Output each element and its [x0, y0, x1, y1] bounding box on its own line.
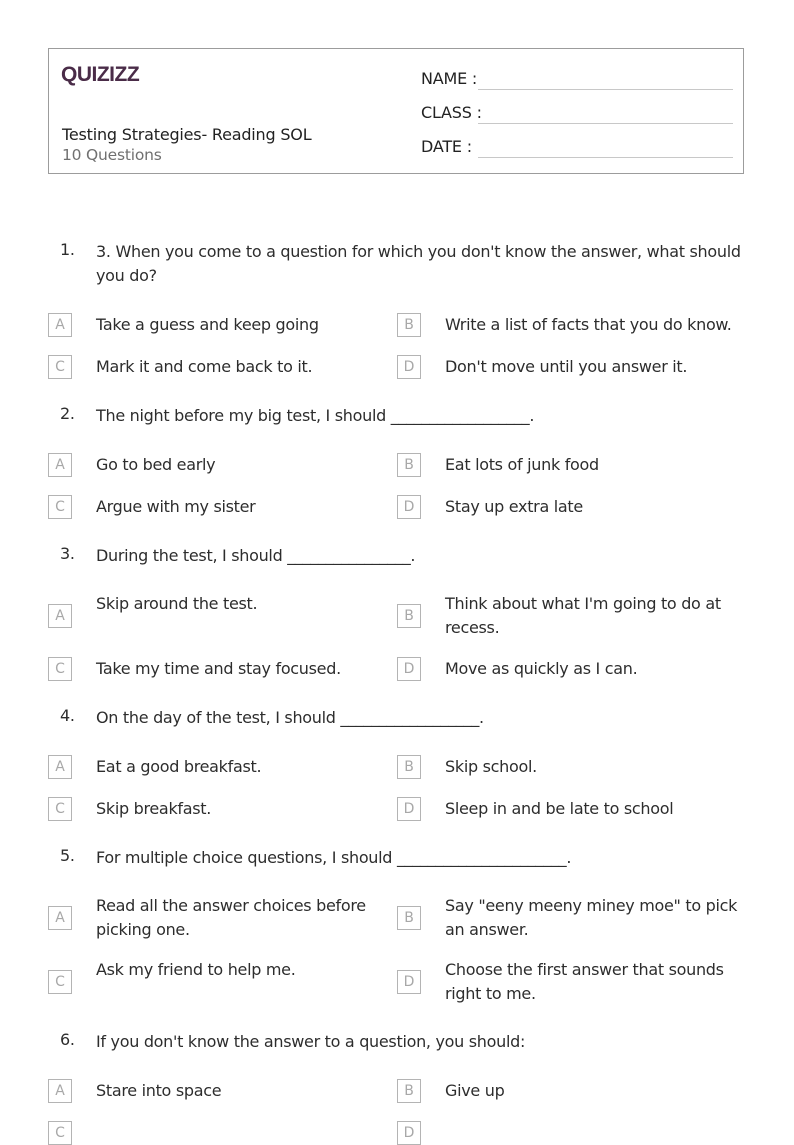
option-d-box[interactable]: D: [397, 657, 421, 681]
option-c-box[interactable]: C: [48, 970, 72, 994]
question-number: 6.: [60, 1030, 75, 1049]
logo-text: QUIZIZZ: [61, 63, 140, 86]
option-a-box[interactable]: A: [48, 755, 72, 779]
option-a-box[interactable]: A: [48, 453, 72, 477]
question-text: The night before my big test, I should __________________.: [96, 406, 535, 425]
question-number: 4.: [60, 706, 75, 725]
option-c-text: Argue with my sister: [96, 497, 256, 516]
question-number: 2.: [60, 404, 75, 423]
option-a-box[interactable]: A: [48, 1079, 72, 1103]
name-label: NAME :: [421, 69, 478, 88]
option-a-text: Go to bed early: [96, 455, 216, 474]
option-c-box[interactable]: C: [48, 355, 72, 379]
question-text: During the test, I should ________________.: [96, 546, 416, 565]
option-b-box[interactable]: B: [397, 906, 421, 930]
option-b-box[interactable]: B: [397, 313, 421, 337]
option-b-box[interactable]: B: [397, 453, 421, 477]
option-b-box[interactable]: B: [397, 604, 421, 628]
option-a-text: Stare into space: [96, 1081, 222, 1100]
option-d-text: Move as quickly as I can.: [445, 659, 638, 678]
question-number: 3.: [60, 544, 75, 563]
option-b-text: Say "eeny meeny miney moe" to pick an answer.: [445, 896, 738, 939]
question-count: 10 Questions: [62, 146, 162, 164]
option-d-text: Don't move until you answer it.: [445, 357, 688, 376]
worksheet-title: Testing Strategies- Reading SOL: [62, 125, 312, 144]
option-c-text: Skip breakfast.: [96, 799, 212, 818]
quizizz-logo: [61, 59, 151, 87]
option-a-text: Skip around the test.: [96, 594, 258, 613]
option-b-text: Give up: [445, 1081, 505, 1100]
option-d-box[interactable]: D: [397, 355, 421, 379]
class-line[interactable]: [478, 123, 733, 124]
option-b-text: Write a list of facts that you do know.: [445, 315, 732, 334]
question-text: For multiple choice questions, I should ______________________.: [96, 848, 572, 867]
option-a-box[interactable]: A: [48, 313, 72, 337]
option-c-box[interactable]: C: [48, 797, 72, 821]
date-label: DATE :: [421, 137, 472, 156]
option-d-box[interactable]: D: [397, 970, 421, 994]
question-text: On the day of the test, I should __________________.: [96, 708, 484, 727]
option-d-text: Choose the first answer that sounds right to me.: [445, 960, 724, 1003]
option-d-box[interactable]: D: [397, 797, 421, 821]
question-number: 5.: [60, 846, 75, 865]
option-c-text: Take my time and stay focused.: [96, 659, 341, 678]
option-c-text: Mark it and come back to it.: [96, 357, 313, 376]
option-a-box[interactable]: A: [48, 906, 72, 930]
option-b-text: Think about what I'm going to do at recess.: [445, 594, 721, 637]
option-a-text: Take a guess and keep going: [96, 315, 319, 334]
option-d-text: Sleep in and be late to school: [445, 799, 674, 818]
name-line[interactable]: [478, 89, 733, 90]
option-b-text: Eat lots of junk food: [445, 455, 599, 474]
date-line[interactable]: [478, 157, 733, 158]
option-b-box[interactable]: B: [397, 755, 421, 779]
option-c-text: Ask my friend to help me.: [96, 960, 296, 979]
class-label: CLASS :: [421, 103, 482, 122]
option-b-text: Skip school.: [445, 757, 537, 776]
option-c-box[interactable]: C: [48, 495, 72, 519]
question-number: 1.: [60, 240, 75, 259]
option-b-box[interactable]: B: [397, 1079, 421, 1103]
option-a-box[interactable]: A: [48, 604, 72, 628]
option-c-box[interactable]: C: [48, 1121, 72, 1145]
option-a-text: Read all the answer choices before picking one.: [96, 896, 366, 939]
question-text: 3. When you come to a question for which you don't know the answer, what should you do?: [96, 242, 741, 285]
option-d-text: Stay up extra late: [445, 497, 583, 516]
question-text: If you don't know the answer to a question, you should:: [96, 1032, 526, 1051]
option-c-box[interactable]: C: [48, 657, 72, 681]
option-a-text: Eat a good breakfast.: [96, 757, 262, 776]
option-d-box[interactable]: D: [397, 1121, 421, 1145]
worksheet-header: [48, 48, 744, 174]
option-d-box[interactable]: D: [397, 495, 421, 519]
